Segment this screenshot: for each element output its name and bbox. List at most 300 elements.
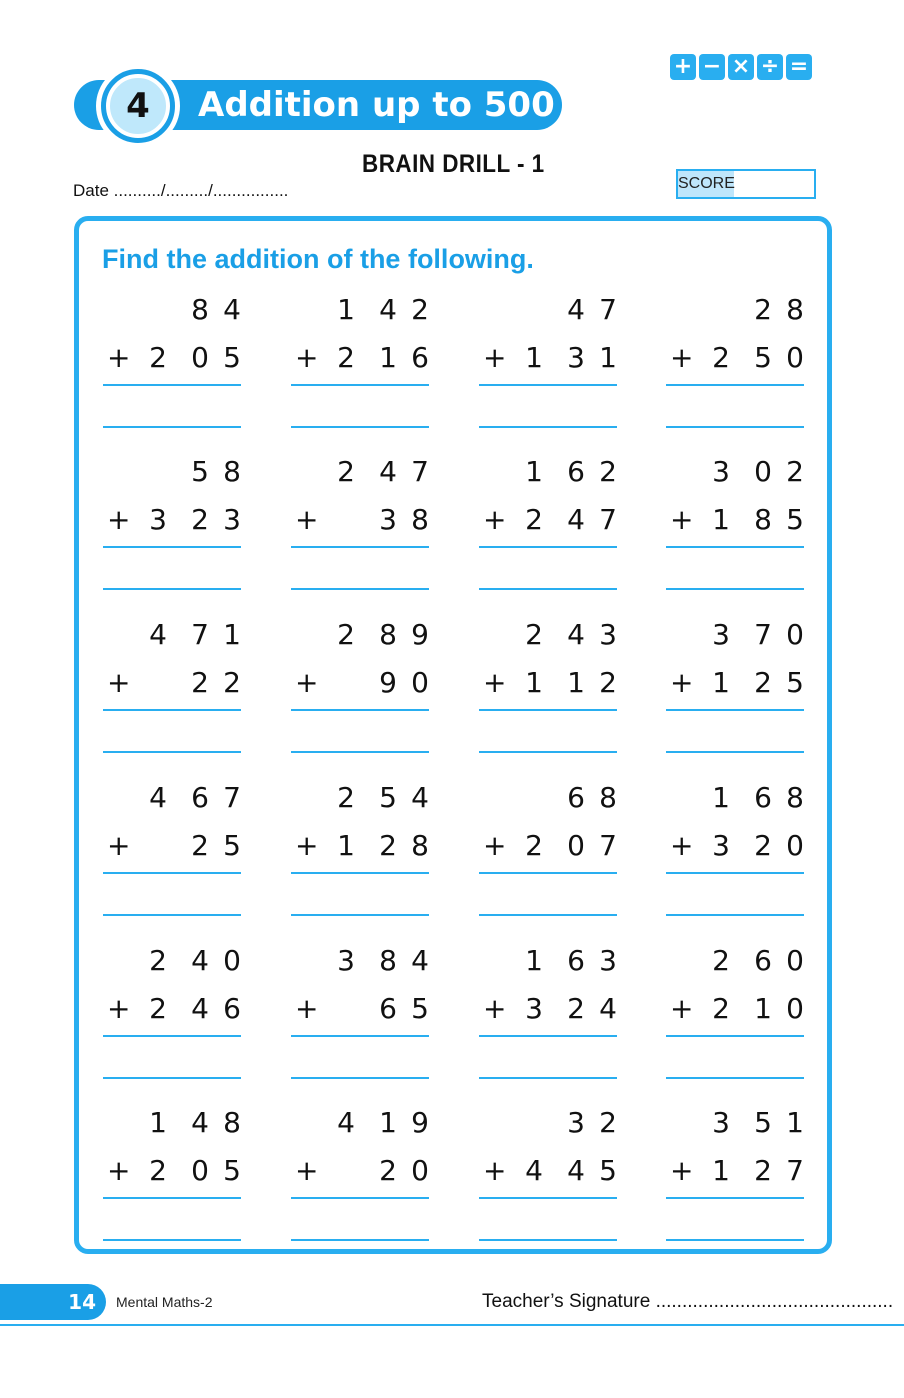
digit: 2	[599, 455, 617, 488]
digit: 2	[599, 1106, 617, 1139]
plus-sign: +	[107, 829, 131, 862]
addend-bottom	[479, 826, 617, 866]
digit: 5	[786, 503, 804, 536]
digit: 4	[149, 618, 167, 651]
answer-line[interactable]	[291, 1239, 429, 1241]
digit: 2	[712, 944, 730, 977]
answer-line[interactable]	[103, 1077, 241, 1079]
digit: 6	[567, 455, 585, 488]
plus-icon: +	[670, 54, 696, 80]
digit: 2	[754, 829, 772, 862]
digit	[513, 290, 555, 330]
digit	[137, 452, 179, 492]
digit: 8	[379, 944, 397, 977]
plus-sign: +	[107, 992, 131, 1025]
sum-rule	[479, 709, 617, 711]
addend-top	[103, 778, 241, 818]
plus-sign: +	[670, 503, 694, 536]
digit: 2	[754, 1154, 772, 1187]
digit: 5	[223, 829, 241, 862]
answer-line[interactable]	[666, 426, 804, 428]
chapter-number-badge: 4	[106, 74, 170, 138]
digit: 6	[754, 944, 772, 977]
teacher-signature-field[interactable]: Teacher’s Signature .............................................	[482, 1291, 894, 1312]
sum-rule	[291, 1035, 429, 1037]
sum-rule	[666, 709, 804, 711]
addend-top	[666, 615, 804, 655]
digit: 0	[786, 341, 804, 374]
plus-sign: +	[670, 341, 694, 374]
digit: 7	[786, 1154, 804, 1187]
equals-icon: =	[786, 54, 812, 80]
digit: 4	[149, 781, 167, 814]
digit: 3	[599, 618, 617, 651]
addend-bottom	[291, 989, 429, 1029]
sum-rule	[479, 872, 617, 874]
digit: 3	[712, 455, 730, 488]
sum-rule	[666, 1197, 804, 1199]
sum-rule	[479, 384, 617, 386]
digit	[137, 826, 179, 866]
digit: 2	[337, 341, 355, 374]
addend-bottom	[291, 500, 429, 540]
digit: 2	[149, 341, 167, 374]
digit	[325, 1151, 367, 1191]
plus-sign: +	[295, 666, 319, 699]
addend-top	[479, 941, 617, 981]
digit: 5	[223, 1154, 241, 1187]
digit	[325, 500, 367, 540]
digit	[325, 989, 367, 1029]
digit: 3	[337, 944, 355, 977]
digit: 7	[599, 829, 617, 862]
digit: 6	[223, 992, 241, 1025]
answer-line[interactable]	[666, 914, 804, 916]
answer-line[interactable]	[666, 751, 804, 753]
digit: 5	[599, 1154, 617, 1187]
digit: 0	[786, 618, 804, 651]
digit: 8	[223, 1106, 241, 1139]
digit: 1	[149, 1106, 167, 1139]
digit: 2	[337, 455, 355, 488]
digit: 0	[786, 992, 804, 1025]
divide-icon: ÷	[757, 54, 783, 80]
answer-line[interactable]	[479, 426, 617, 428]
addition-problem	[291, 452, 429, 592]
digit: 4	[411, 944, 429, 977]
digit: 8	[191, 293, 209, 326]
digit: 9	[379, 666, 397, 699]
digit: 3	[223, 503, 241, 536]
addend-top	[291, 615, 429, 655]
digit: 0	[786, 829, 804, 862]
digit: 1	[337, 293, 355, 326]
plus-sign: +	[295, 1154, 319, 1187]
addend-top	[291, 452, 429, 492]
addend-bottom	[666, 663, 804, 703]
addition-problem	[666, 290, 804, 430]
addition-problem	[479, 452, 617, 592]
digit: 6	[754, 781, 772, 814]
digit: 8	[411, 503, 429, 536]
addend-bottom	[666, 500, 804, 540]
sum-rule	[291, 872, 429, 874]
addend-bottom	[291, 663, 429, 703]
addition-problem	[479, 778, 617, 918]
digit: 2	[411, 293, 429, 326]
answer-line[interactable]	[666, 588, 804, 590]
answer-line[interactable]	[479, 1077, 617, 1079]
answer-line[interactable]	[103, 914, 241, 916]
digit: 7	[411, 455, 429, 488]
digit: 3	[567, 1106, 585, 1139]
addend-top	[479, 615, 617, 655]
plus-sign: +	[483, 992, 507, 1025]
addend-bottom	[666, 1151, 804, 1191]
addend-top	[666, 290, 804, 330]
digit: 1	[337, 829, 355, 862]
digit: 2	[525, 829, 543, 862]
digit: 8	[599, 781, 617, 814]
digit: 6	[567, 944, 585, 977]
digit: 2	[149, 1154, 167, 1187]
digit: 7	[754, 618, 772, 651]
digit: 2	[599, 666, 617, 699]
sum-rule	[103, 1197, 241, 1199]
digit: 3	[599, 944, 617, 977]
answer-line[interactable]	[666, 1077, 804, 1079]
addend-top	[666, 941, 804, 981]
answer-line[interactable]	[291, 751, 429, 753]
digit: 1	[786, 1106, 804, 1139]
addend-top	[666, 1103, 804, 1143]
digit: 0	[223, 944, 241, 977]
digit: 4	[567, 618, 585, 651]
digit: 0	[191, 341, 209, 374]
multiply-icon: ×	[728, 54, 754, 80]
addend-bottom	[103, 338, 241, 378]
digit: 2	[754, 666, 772, 699]
minus-icon: −	[699, 54, 725, 80]
digit: 1	[712, 503, 730, 536]
answer-line[interactable]	[291, 588, 429, 590]
addend-bottom	[479, 338, 617, 378]
digit: 2	[712, 992, 730, 1025]
answer-line[interactable]	[479, 588, 617, 590]
digit: 1	[379, 341, 397, 374]
digit: 2	[191, 666, 209, 699]
plus-sign: +	[483, 341, 507, 374]
addition-problem	[103, 290, 241, 430]
addend-bottom	[479, 663, 617, 703]
digit: 6	[567, 781, 585, 814]
footer-divider	[0, 1324, 904, 1326]
digit: 2	[149, 944, 167, 977]
score-input[interactable]	[734, 171, 814, 197]
digit: 4	[337, 1106, 355, 1139]
addition-problem	[103, 1103, 241, 1243]
digit: 6	[411, 341, 429, 374]
digit: 0	[411, 1154, 429, 1187]
book-title: Mental Maths-2	[116, 1294, 213, 1310]
digit: 2	[223, 666, 241, 699]
addend-top	[291, 1103, 429, 1143]
addend-bottom	[666, 338, 804, 378]
score-box[interactable]	[676, 169, 816, 199]
digit: 2	[754, 293, 772, 326]
answer-line[interactable]	[103, 426, 241, 428]
digit: 8	[786, 781, 804, 814]
addition-problem	[103, 615, 241, 755]
addend-top	[666, 452, 804, 492]
addend-top	[666, 778, 804, 818]
answer-line[interactable]	[479, 914, 617, 916]
digit: 7	[223, 781, 241, 814]
digit: 4	[191, 992, 209, 1025]
digit	[513, 778, 555, 818]
plus-sign: +	[107, 341, 131, 374]
digit: 5	[223, 341, 241, 374]
digit: 1	[525, 455, 543, 488]
addition-problem	[291, 290, 429, 430]
addition-problem	[666, 778, 804, 918]
sum-rule	[291, 546, 429, 548]
addend-top	[291, 778, 429, 818]
digit: 3	[567, 341, 585, 374]
digit: 2	[379, 829, 397, 862]
digit: 4	[525, 1154, 543, 1187]
digit: 4	[567, 293, 585, 326]
sum-rule	[666, 546, 804, 548]
sum-rule	[291, 384, 429, 386]
addend-top	[479, 1103, 617, 1143]
digit: 9	[411, 1106, 429, 1139]
addition-problem	[479, 615, 617, 755]
digit: 5	[379, 781, 397, 814]
digit: 0	[567, 829, 585, 862]
addition-problem	[479, 290, 617, 430]
addend-bottom	[291, 826, 429, 866]
digit: 1	[567, 666, 585, 699]
digit: 8	[754, 503, 772, 536]
digit: 5	[754, 341, 772, 374]
digit: 6	[191, 781, 209, 814]
answer-line[interactable]	[291, 426, 429, 428]
plus-sign: +	[295, 503, 319, 536]
digit	[137, 290, 179, 330]
addition-problem	[291, 941, 429, 1081]
plus-sign: +	[670, 829, 694, 862]
digit: 8	[223, 455, 241, 488]
digit: 4	[411, 781, 429, 814]
sum-rule	[103, 384, 241, 386]
plus-sign: +	[670, 992, 694, 1025]
digit: 1	[712, 666, 730, 699]
page-title: Addition up to 500	[198, 85, 555, 125]
digit: 4	[191, 944, 209, 977]
digit: 2	[525, 503, 543, 536]
digit: 2	[337, 781, 355, 814]
plus-sign: +	[295, 992, 319, 1025]
plus-sign: +	[295, 829, 319, 862]
plus-sign: +	[670, 666, 694, 699]
digit: 3	[149, 503, 167, 536]
digit: 3	[712, 1106, 730, 1139]
addend-bottom	[479, 1151, 617, 1191]
plus-sign: +	[483, 666, 507, 699]
instruction-text: Find the addition of the following.	[102, 244, 534, 274]
digit: 4	[191, 1106, 209, 1139]
digit: 1	[379, 1106, 397, 1139]
operator-icons	[670, 54, 812, 80]
digit: 4	[379, 293, 397, 326]
addition-problem	[666, 452, 804, 592]
addition-problem	[291, 1103, 429, 1243]
digit: 2	[712, 341, 730, 374]
addend-bottom	[291, 1151, 429, 1191]
drill-title: BRAIN DRILL - 1	[362, 150, 545, 178]
digit: 2	[379, 1154, 397, 1187]
date-field[interactable]: Date ........../........./................	[73, 181, 289, 200]
digit: 1	[712, 1154, 730, 1187]
digit: 1	[223, 618, 241, 651]
digit: 1	[712, 781, 730, 814]
addend-bottom	[479, 989, 617, 1029]
digit: 5	[191, 455, 209, 488]
answer-line[interactable]	[479, 751, 617, 753]
answer-line[interactable]	[291, 914, 429, 916]
digit: 7	[191, 618, 209, 651]
digit: 5	[411, 992, 429, 1025]
digit: 0	[191, 1154, 209, 1187]
digit: 1	[525, 341, 543, 374]
digit: 2	[149, 992, 167, 1025]
digit: 4	[567, 503, 585, 536]
addend-top	[103, 615, 241, 655]
digit: 8	[411, 829, 429, 862]
digit: 1	[754, 992, 772, 1025]
digit: 7	[599, 503, 617, 536]
plus-sign: +	[483, 503, 507, 536]
sum-rule	[479, 1035, 617, 1037]
digit	[700, 290, 742, 330]
page-number-badge: 14	[0, 1284, 106, 1320]
addend-top	[291, 290, 429, 330]
addend-bottom	[103, 989, 241, 1029]
digit: 0	[754, 455, 772, 488]
answer-line[interactable]	[479, 1239, 617, 1241]
addition-problem	[291, 778, 429, 918]
answer-line[interactable]	[666, 1239, 804, 1241]
digit: 0	[411, 666, 429, 699]
addend-bottom	[479, 500, 617, 540]
digit: 2	[525, 618, 543, 651]
answer-line[interactable]	[103, 1239, 241, 1241]
digit: 0	[786, 944, 804, 977]
plus-sign: +	[483, 829, 507, 862]
addend-top	[479, 290, 617, 330]
plus-sign: +	[295, 341, 319, 374]
addend-top	[479, 778, 617, 818]
addition-problem	[666, 1103, 804, 1243]
addend-top	[103, 452, 241, 492]
addition-problem	[291, 615, 429, 755]
answer-line[interactable]	[103, 588, 241, 590]
addend-top	[103, 1103, 241, 1143]
plus-sign: +	[483, 1154, 507, 1187]
addend-top	[291, 941, 429, 981]
addition-problem	[103, 452, 241, 592]
digit: 3	[379, 503, 397, 536]
addend-bottom	[103, 1151, 241, 1191]
addend-top	[479, 452, 617, 492]
sum-rule	[291, 1197, 429, 1199]
sum-rule	[103, 872, 241, 874]
digit: 4	[379, 455, 397, 488]
digit: 8	[786, 293, 804, 326]
sum-rule	[291, 709, 429, 711]
plus-sign: +	[107, 503, 131, 536]
digit: 4	[567, 1154, 585, 1187]
answer-line[interactable]	[291, 1077, 429, 1079]
addend-bottom	[666, 826, 804, 866]
digit: 3	[712, 829, 730, 862]
sum-rule	[666, 384, 804, 386]
sum-rule	[479, 546, 617, 548]
digit: 1	[525, 944, 543, 977]
digit: 4	[599, 992, 617, 1025]
score-label: SCORE	[678, 171, 734, 197]
digit: 8	[379, 618, 397, 651]
digit: 2	[337, 618, 355, 651]
sum-rule	[103, 546, 241, 548]
digit: 1	[525, 666, 543, 699]
addition-problem	[479, 941, 617, 1081]
digit: 2	[567, 992, 585, 1025]
addend-bottom	[103, 663, 241, 703]
digit: 9	[411, 618, 429, 651]
digit: 3	[712, 618, 730, 651]
digit: 4	[223, 293, 241, 326]
answer-line[interactable]	[103, 751, 241, 753]
plus-sign: +	[107, 666, 131, 699]
digit: 3	[525, 992, 543, 1025]
addend-top	[103, 290, 241, 330]
plus-sign: +	[670, 1154, 694, 1187]
addend-bottom	[103, 500, 241, 540]
digit	[325, 663, 367, 703]
addition-problem	[479, 1103, 617, 1243]
sum-rule	[666, 1035, 804, 1037]
digit	[513, 1103, 555, 1143]
addend-bottom	[291, 338, 429, 378]
sum-rule	[103, 709, 241, 711]
addition-problem	[103, 941, 241, 1081]
addend-bottom	[666, 989, 804, 1029]
addition-problem	[103, 778, 241, 918]
digit: 6	[379, 992, 397, 1025]
sum-rule	[103, 1035, 241, 1037]
digit	[137, 663, 179, 703]
sum-rule	[666, 872, 804, 874]
digit: 2	[191, 829, 209, 862]
digit: 5	[786, 666, 804, 699]
digit: 2	[191, 503, 209, 536]
digit: 2	[786, 455, 804, 488]
plus-sign: +	[107, 1154, 131, 1187]
addition-problem	[666, 615, 804, 755]
addend-top	[103, 941, 241, 981]
